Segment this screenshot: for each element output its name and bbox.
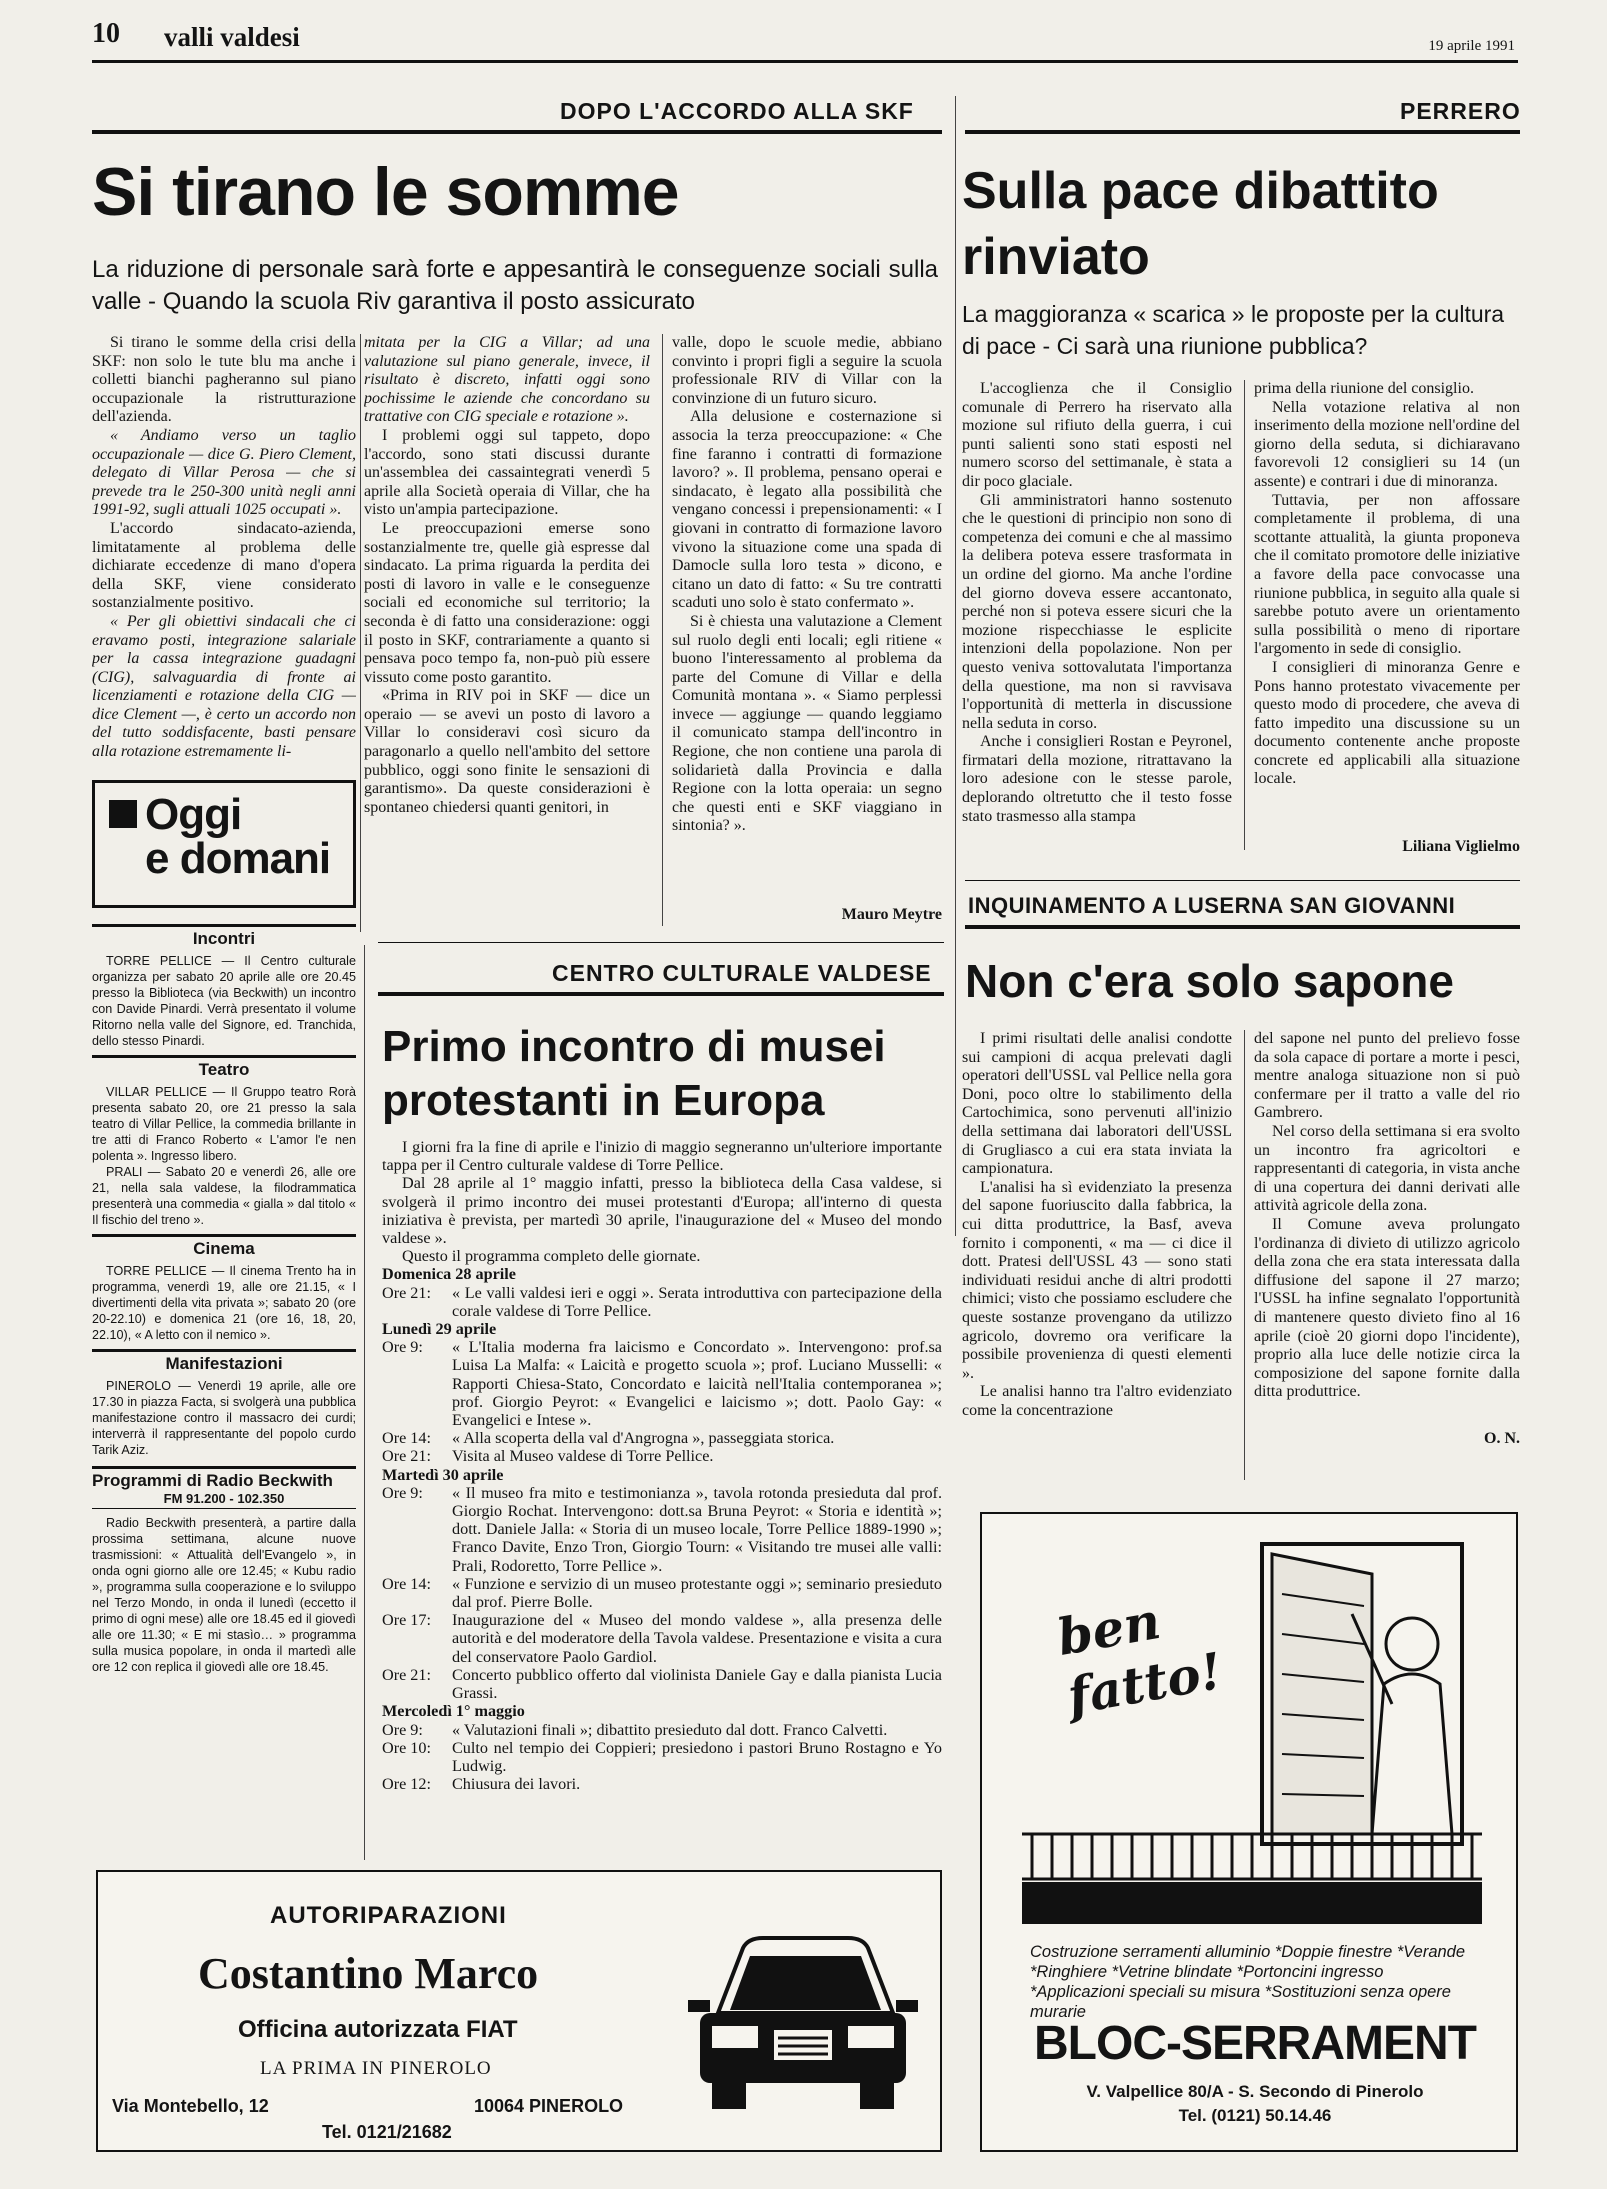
program-item: Ore 21: « Le valli valdesi ieri e oggi ». Serata introduttiva con partecipazione della corale valdese di Torre Pellice. <box>382 1283 942 1320</box>
column-divider <box>364 945 365 1860</box>
program-item: Ore 21: Concerto pubblico offerto dal violinista Daniele Gay e dalla pianista Lucia Grassi. <box>382 1665 942 1703</box>
ad-city: 10064 PINEROLO <box>474 2096 624 2116</box>
ad-bloc-serrament <box>980 1512 1518 2152</box>
section-heading-incontri: Incontri <box>92 924 356 949</box>
musei-top-rule <box>378 942 944 943</box>
black-square-icon <box>109 800 137 828</box>
program-item: Ore 14: « Alla scoperta della val d'Angrogna », passeggiata storica. <box>382 1429 835 1448</box>
luserna-kicker-rule <box>965 925 1520 929</box>
newspaper-name: valli valdesi <box>164 22 300 52</box>
paragraph: Tuttavia, per non affossare completamente il problema, di una scottante attualità, la giunta proponeva che il comitato promotore delle iniziative a favore della pace convocasse una riunione pubblica, in seguito alla quale si sarebbe potuto avere un orientamento sulla possibilità o meno di riportare l'argomento in sede di consiglio. <box>1254 491 1520 658</box>
luserna-column-1 <box>962 1030 1232 1482</box>
skf-headline: Si tirano le somme <box>92 154 679 230</box>
skf-column-3 <box>672 334 942 904</box>
program-item: Ore 9: « Il museo fra mito e testimonianza », tavola rotonda presieduta dal prof. Giorgio Rochat. Intervengono: dott.sa Bruna Peyrot: « Storia e identità »; dott. Daniele Jalla: « Storia di un museo locale, Torre Pellice 1889-1990 »; Franco Davite, Enzo Tron, Giorgio Tourn: « Visitando tre musei alle valli: Prali, Rodoretto, Torre Pellice ». <box>382 1483 942 1575</box>
header-rule <box>92 60 1518 63</box>
listing-text: VILLAR PELLICE — Il Gruppo teatro Rorà presenta sabato 20, ore 21 presso la sala teatro di Villar Pellice, la commedia brillante in tre atti di Franco Roberto « L'amor l'e nen polenta ». Ingresso libero. <box>92 1085 356 1163</box>
paragraph: Le preoccupazioni emerse sono sostanzialmente tre, quelle già espresse dal sindacato. La prima riguarda la perdita dei posti di lavoro in valle e le conseguenze sociali ed economiche sul territorio; la seconda è di fatto una considerazione: oggi il posto in SKF, contrariamente a quanto si pensava poco tempo fa, non-può più essere vissuto come posto garantito. <box>364 519 650 686</box>
program-day: Martedì 30 aprile <box>382 1465 504 1484</box>
oggi-title-line2: e domani <box>145 834 331 883</box>
luserna-column-2 <box>1254 1030 1520 1430</box>
musei-headline: Primo incontro di musei protestanti in Europa <box>382 1022 886 1125</box>
perrero-kicker-rule <box>965 130 1520 134</box>
oggi-listings <box>92 924 356 1675</box>
perrero-author: Liliana Viglielmo <box>1402 838 1520 855</box>
paragraph: Nella votazione relativa al non inserimento della mozione nell'ordine del giorno della seduta, si dichiaravano favorevoli 12 consiglieri su 14 (un assente) e contrari i due di minoranza. <box>1254 398 1520 490</box>
window-illustration <box>1012 1534 1492 1934</box>
skf-author: Mauro Meytre <box>841 906 942 923</box>
column-divider <box>955 96 956 1236</box>
skf-column-1 <box>92 334 356 766</box>
paragraph: « Per gli obiettivi sindacali che ci eravamo posti, integrazione salariale per la cassa integrazione guadagni (CIG), salvaguardia di fronte ai licenziamenti e rotazione della CIG — dice Clement —, è certo un accordo non del tutto soddisfacente, basti pensare alla rotazione estremamente li- <box>92 612 356 761</box>
ad-phone: Tel. 0121/21682 <box>322 2122 452 2142</box>
ad-address: V. Valpellice 80/A - S. Secondo di Pinerolo <box>1086 2082 1424 2101</box>
program-item: Ore 9: « L'Italia moderna fra laicismo e Concordato ». Intervengono: prof.sa Luisa La Malfa: « Laicità e progetto scuola »; prof. Luciano Musselli: « Rapporti Chiesa-Stato, Concordato e laicità nell'Italia contemporanea »; prof. Giorgio Peyrot: « Evangelici e laicismo »; dott. Paolo Gay: « Evangelici e Intese ». <box>382 1338 942 1430</box>
program-item: Ore 14: « Funzione e servizio di un museo protestante oggi »; seminario presieduto dal prof. Pierre Bolle. <box>382 1574 942 1612</box>
musei-kicker: CENTRO CULTURALE VALDESE <box>552 960 932 986</box>
ad-phone: Tel. (0121) 50.14.46 <box>1178 2106 1332 2125</box>
paragraph: « Andiamo verso un taglio occupazionale — dice G. Piero Clement, delegato di Villar Perosa — che si prevede tra le 250-300 unità negli anni 1991-92, sugli attuali 1025 occupati ». <box>92 426 356 519</box>
paragraph: Alla delusione e costernazione si associa la terza preoccupazione: « Che fine faranno i contratti di formazione lavoro? ». Il problema, pensano operai e sindacato, è legato alla possibilità che vengano concessi i prepensionamenti: « I giovani in contratto di formazione lavoro vivono la situazione come una spada di Damocle sulla loro testa » dicono, e citano un dato di fatto: « Su tre contratti scaduti uno solo è stato confermato ». <box>672 408 942 612</box>
section-heading-teatro: Teatro <box>92 1055 356 1080</box>
paragraph: Si tirano le somme della crisi della SKF: non solo le tute blu ma anche i colletti bianchi pagheranno sul piano occupazionale la ristrutturazione dell'azienda. <box>92 334 356 426</box>
paragraph: L'analisi ha sì evidenziato la presenza del sapone fuoriuscito dalla fabbrica, la cui ditta produttrice, la Basf, aveva fornito i componenti, « ma — ci dice il dott. Pratesi dell'USSL 43 — sono stati individuati residui anche di altri prodotti chimici; visto che possiamo escludere che queste sostanze provengano da utilizzo agricolo, dovremo ora verificare la possibile provenienza di questi elementi ». <box>962 1178 1232 1382</box>
skf-column-2 <box>364 334 650 930</box>
perrero-column-1 <box>962 380 1232 864</box>
paragraph: Si è chiesta una valutazione a Clement sul ruolo degli enti locali; egli ritiene « buono l'interessamento al problema da parte del Comune di Villar e della Comunità montana ». « Siamo perplessi invece — aggiunge — quando leggiamo il comunicato stampa dell'incontro in Regione, che non contiene una parola di solidarietà dalla Provincia e dalla Regione con la lotta operaia: un segno che questi enti e SKF viaggiano in sintonia? ». <box>672 612 942 835</box>
oggi-title-line1: Oggi <box>145 790 242 839</box>
paragraph: Nel corso della settimana si era svolto un incontro fra agricoltori e rappresentanti di categoria, in vista anche di una copertura dei danni derivati alle attività agricole della zona. <box>1254 1122 1520 1215</box>
paragraph: L'accoglienza che il Consiglio comunale di Perrero ha riservato alla mozione sul rifiuto della guerra, i cui punti salienti sono stati esposti nel numero scorso del settimanale, è stata a dir poco glaciale. <box>962 380 1232 490</box>
program-item: Ore 10: Culto nel tempio dei Coppieri; presiedono i pastori Bruno Rostagno e Yo Ludwig. <box>382 1738 942 1775</box>
paragraph: Il Comune aveva prolungato l'ordinanza di divieto di utilizzo agricolo della zona che era stata interessata dalla diffusione del sapone il 27 marzo; l'USSL ha infine segnalato l'opportunità di mantenere questo divieto fino al 16 aprile (cioè 20 giorni dopo l'incidente), proprio alla luce delle notizie circa la composizione del sapone fornite dalla ditta produttrice. <box>1254 1215 1520 1401</box>
column-divider <box>1244 1030 1245 1480</box>
luserna-author: O. N. <box>1484 1430 1520 1447</box>
program-item: Ore 21: Visita al Museo valdese di Torre Pellice. <box>382 1447 714 1466</box>
page-number: 10 <box>92 18 120 49</box>
luserna-kicker: INQUINAMENTO A LUSERNA SAN GIOVANNI <box>968 893 1456 918</box>
paragraph: mitata per la CIG a Villar; ad una valutazione sul piano generale, invece, il risultato è discreto, infatti oggi sono pochissime le aziende che concordano su trattative con CIG speciale e rotazione ». <box>364 334 650 426</box>
program-item: Ore 9: « Valutazioni finali »; dibattito presieduto dal dott. Franco Calvetti. <box>382 1720 888 1739</box>
paragraph: L'accordo sindacato-azienda, limitatamente al problema delle dichiarate eccedenze di mano d'opera della SKF, viene considerato sostanzialmente positivo. <box>92 519 356 612</box>
radio-heading: Programmi di Radio Beckwith <box>92 1466 356 1491</box>
paragraph: Questo il programma completo delle giornate. <box>402 1247 701 1266</box>
car-icon <box>688 1918 918 2118</box>
paragraph: Le analisi hanno tra l'altro evidenziato come la concentrazione <box>962 1383 1232 1419</box>
paragraph: del sapone nel punto del prelievo fosse da sola capace di portare a morte i pesci, mentre analoga situazione non si può confermare per il tratto a valle del rio Gambrero. <box>1254 1030 1520 1122</box>
section-heading-cinema: Cinema <box>92 1234 356 1259</box>
ad-subtitle: Officina autorizzata FIAT <box>238 2016 518 2043</box>
perrero-headline: Sulla pace dibattito rinviato <box>962 162 1439 286</box>
ad-tagline: Costruzione serramenti alluminio *Doppie finestre *Verande *Ringhiere *Vetrine blindate *Portoncini ingresso *Applicazioni speciali su misura *Sostituzioni senza opere murarie <box>1030 1943 1466 2021</box>
ad-category: AUTORIPARAZIONI <box>270 1902 507 1929</box>
column-divider <box>662 334 663 926</box>
paragraph: valle, dopo le scuole medie, abbiano convinto i propri figli a seguire la scuola professionale RIV di Villar con la convinzione di un futuro sicuro. <box>672 334 942 407</box>
musei-kicker-rule <box>378 992 944 996</box>
column-divider <box>1244 380 1245 850</box>
paragraph: prima della riunione del consiglio. <box>1254 380 1474 397</box>
program-item: Ore 12: Chiusura dei lavori. <box>382 1775 581 1794</box>
skf-kicker: DOPO L'ACCORDO ALLA SKF <box>560 98 914 124</box>
paragraph: I giorni fra la fine di aprile e l'inizio di maggio segneranno un'ulteriore importante tappa per il Centro culturale valdese di Torre Pellice. <box>382 1138 942 1175</box>
listing-text: PRALI — Sabato 20 e venerdì 26, alle ore 21, nella sala valdese, la filodrammatica presenterà una commedia « gialla » dal titolo « Il fischio del treno ». <box>92 1165 356 1227</box>
listing-text: PINEROLO — Venerdì 19 aprile, alle ore 17.30 in piazza Facta, si svolgerà una pubblica manifestazione contro il massacro dei curdi; interverrà il rappresentante del popolo curdo Tarik Aziz. <box>92 1379 356 1457</box>
listing-text: TORRE PELLICE — Il cinema Trento ha in programma, venerdì 19, alle ore 21.15, « I divertimenti della vita privata »; sabato 20 (ore 20-22.10) e domenica 21 (ore 16, 18, 20, 22.10), « A letto con il nemico ». <box>92 1264 356 1342</box>
program-day: Mercoledì 1° maggio <box>382 1702 525 1721</box>
ad-autoriparazioni <box>96 1870 942 2152</box>
paragraph: Dal 28 aprile al 1° maggio infatti, presso la biblioteca della Casa valdese, si svolgerà il primo incontro dei musei protestanti d'Europa; all'interno di questa iniziativa è prevista, per martedì 30 aprile, l'inaugurazione del « Museo del mondo valdese ». <box>382 1174 942 1248</box>
listing-text: TORRE PELLICE — Il Centro culturale organizza per sabato 20 aprile alle ore 20.45 presso la Biblioteca (via Beckwith) un incontro con Davide Pinardi. Verrà presentato il volume Ritorno nella valle del Signore, ed. Tranchida, dello stesso Pinardi. <box>92 954 356 1048</box>
program-day: Domenica 28 aprile <box>382 1265 516 1284</box>
paragraph: I primi risultati delle analisi condotte sui campioni di acqua prelevati dagli operatori dell'USSL val Pellice nella gora Doni, poco oltre lo stabilimento della Cartochimica, sono pervenuti all'inizio della settimana dai laboratori dell'USSL di Grugliasco a cui era stata inviata la campionatura. <box>962 1030 1232 1178</box>
column-divider <box>360 334 361 932</box>
ad-brand: BLOC-SERRAMENT <box>1034 2017 1476 2070</box>
skf-kicker-rule <box>92 130 942 134</box>
listing-text: Radio Beckwith presenterà, a partire dalla prossima settimana, alcune nuove trasmissioni: « Attualità dell'Evangelo », in onda ogni giorno alle ore 12.45; « Kubu radio », programma sulla cooperazione e lo sviluppo nel Terzo Mondo, in onda il lunedì (eccetto il primo di ogni mese) alle ore 18.45 ed il giovedì alle ore 11.30; « E mi stasìo… » programma sulla musica popolare, in onda il martedì alle ore 12 con replica il giovedì alle ore 18.45. <box>92 1516 356 1674</box>
perrero-column-2 <box>1254 380 1520 836</box>
section-heading-manifestazioni: Manifestazioni <box>92 1349 356 1374</box>
program-item: Ore 17: Inaugurazione del « Museo del mondo valdese », alla presenza delle autorità e del moderatore della Tavola valdese. Presentazione e visita a cura del conservatore Paolo Gardiol. <box>382 1611 942 1666</box>
luserna-headline: Non c'era solo sapone <box>965 955 1454 1007</box>
paragraph: Gli amministratori hanno sostenuto che le questioni di principio non sono di competenza dei comuni e che al massimo la delibera poteva essere trasformata in un ordine del giorno. Ma anche l'ordine del giorno doveva essere accantonato, perché non si poteva essere sicuri che la mozione rispecchiasse le esplicite intenzioni della popolazione. Non per questo veniva sottovalutata l'importanza della questione, ma non si ravvisava l'opportunità di metterla in discussione nella seduta in corso. <box>962 491 1232 732</box>
program-day: Lunedì 29 aprile <box>382 1320 497 1339</box>
perrero-kicker: PERRERO <box>1400 98 1521 124</box>
perrero-deck: La maggioranza « scarica » le proposte per la cultura di pace - Ci sarà una riunione pubblica? <box>962 301 1505 359</box>
paragraph: I consiglieri di minoranza Genre e Pons hanno protestato vivacemente per questo modo di procedere, che aveva di fatto impedito una discussione su un documento contenente anche proposte concrete ed applicabili alla situazione locale. <box>1254 658 1520 788</box>
ad-business-name: Costantino Marco <box>198 1949 539 1998</box>
radio-frequency: FM 91.200 - 102.350 <box>92 1491 356 1509</box>
ad-address: Via Montebello, 12 <box>112 2096 269 2116</box>
paragraph: «Prima in RIV poi in SKF — dice un operaio — se avevi un posto di lavoro a Villar lo consideravi così sicuro da paragonarlo a quello nell'ambito del settore pubblico, oggi sono finite le sensazioni di garantismo». Da queste considerazioni è spontaneo chiedersi quanti genitori, in <box>364 687 650 816</box>
paragraph: I problemi oggi sul tappeto, dopo l'accordo, sono stati discussi durante un'assemblea dei cassaintegrati venerdì 5 aprile alla Società operaia di Villar, che ha visto un'ampia partecipazione. <box>364 426 650 519</box>
musei-body <box>382 1138 942 1793</box>
ad-script-slogan: ben fatto! <box>1052 1590 1227 1726</box>
oggi-domani-box <box>92 780 356 908</box>
skf-deck: La riduzione di personale sarà forte e appesantirà le conseguenze sociali sulla valle - Quando la scuola Riv garantiva il posto assicurato <box>92 256 938 315</box>
issue-date: 19 aprile 1991 <box>1428 38 1515 54</box>
luserna-top-rule <box>965 880 1520 881</box>
ad-slogan: LA PRIMA IN PINEROLO <box>260 2058 492 2079</box>
paragraph: Anche i consiglieri Rostan e Peyronel, firmatari della mozione, ritrattavano la loro adesione con le stesse parole, deplorando oltretutto che il testo fosse stato trasmesso alla stampa <box>962 733 1232 825</box>
page-header <box>92 10 1515 58</box>
